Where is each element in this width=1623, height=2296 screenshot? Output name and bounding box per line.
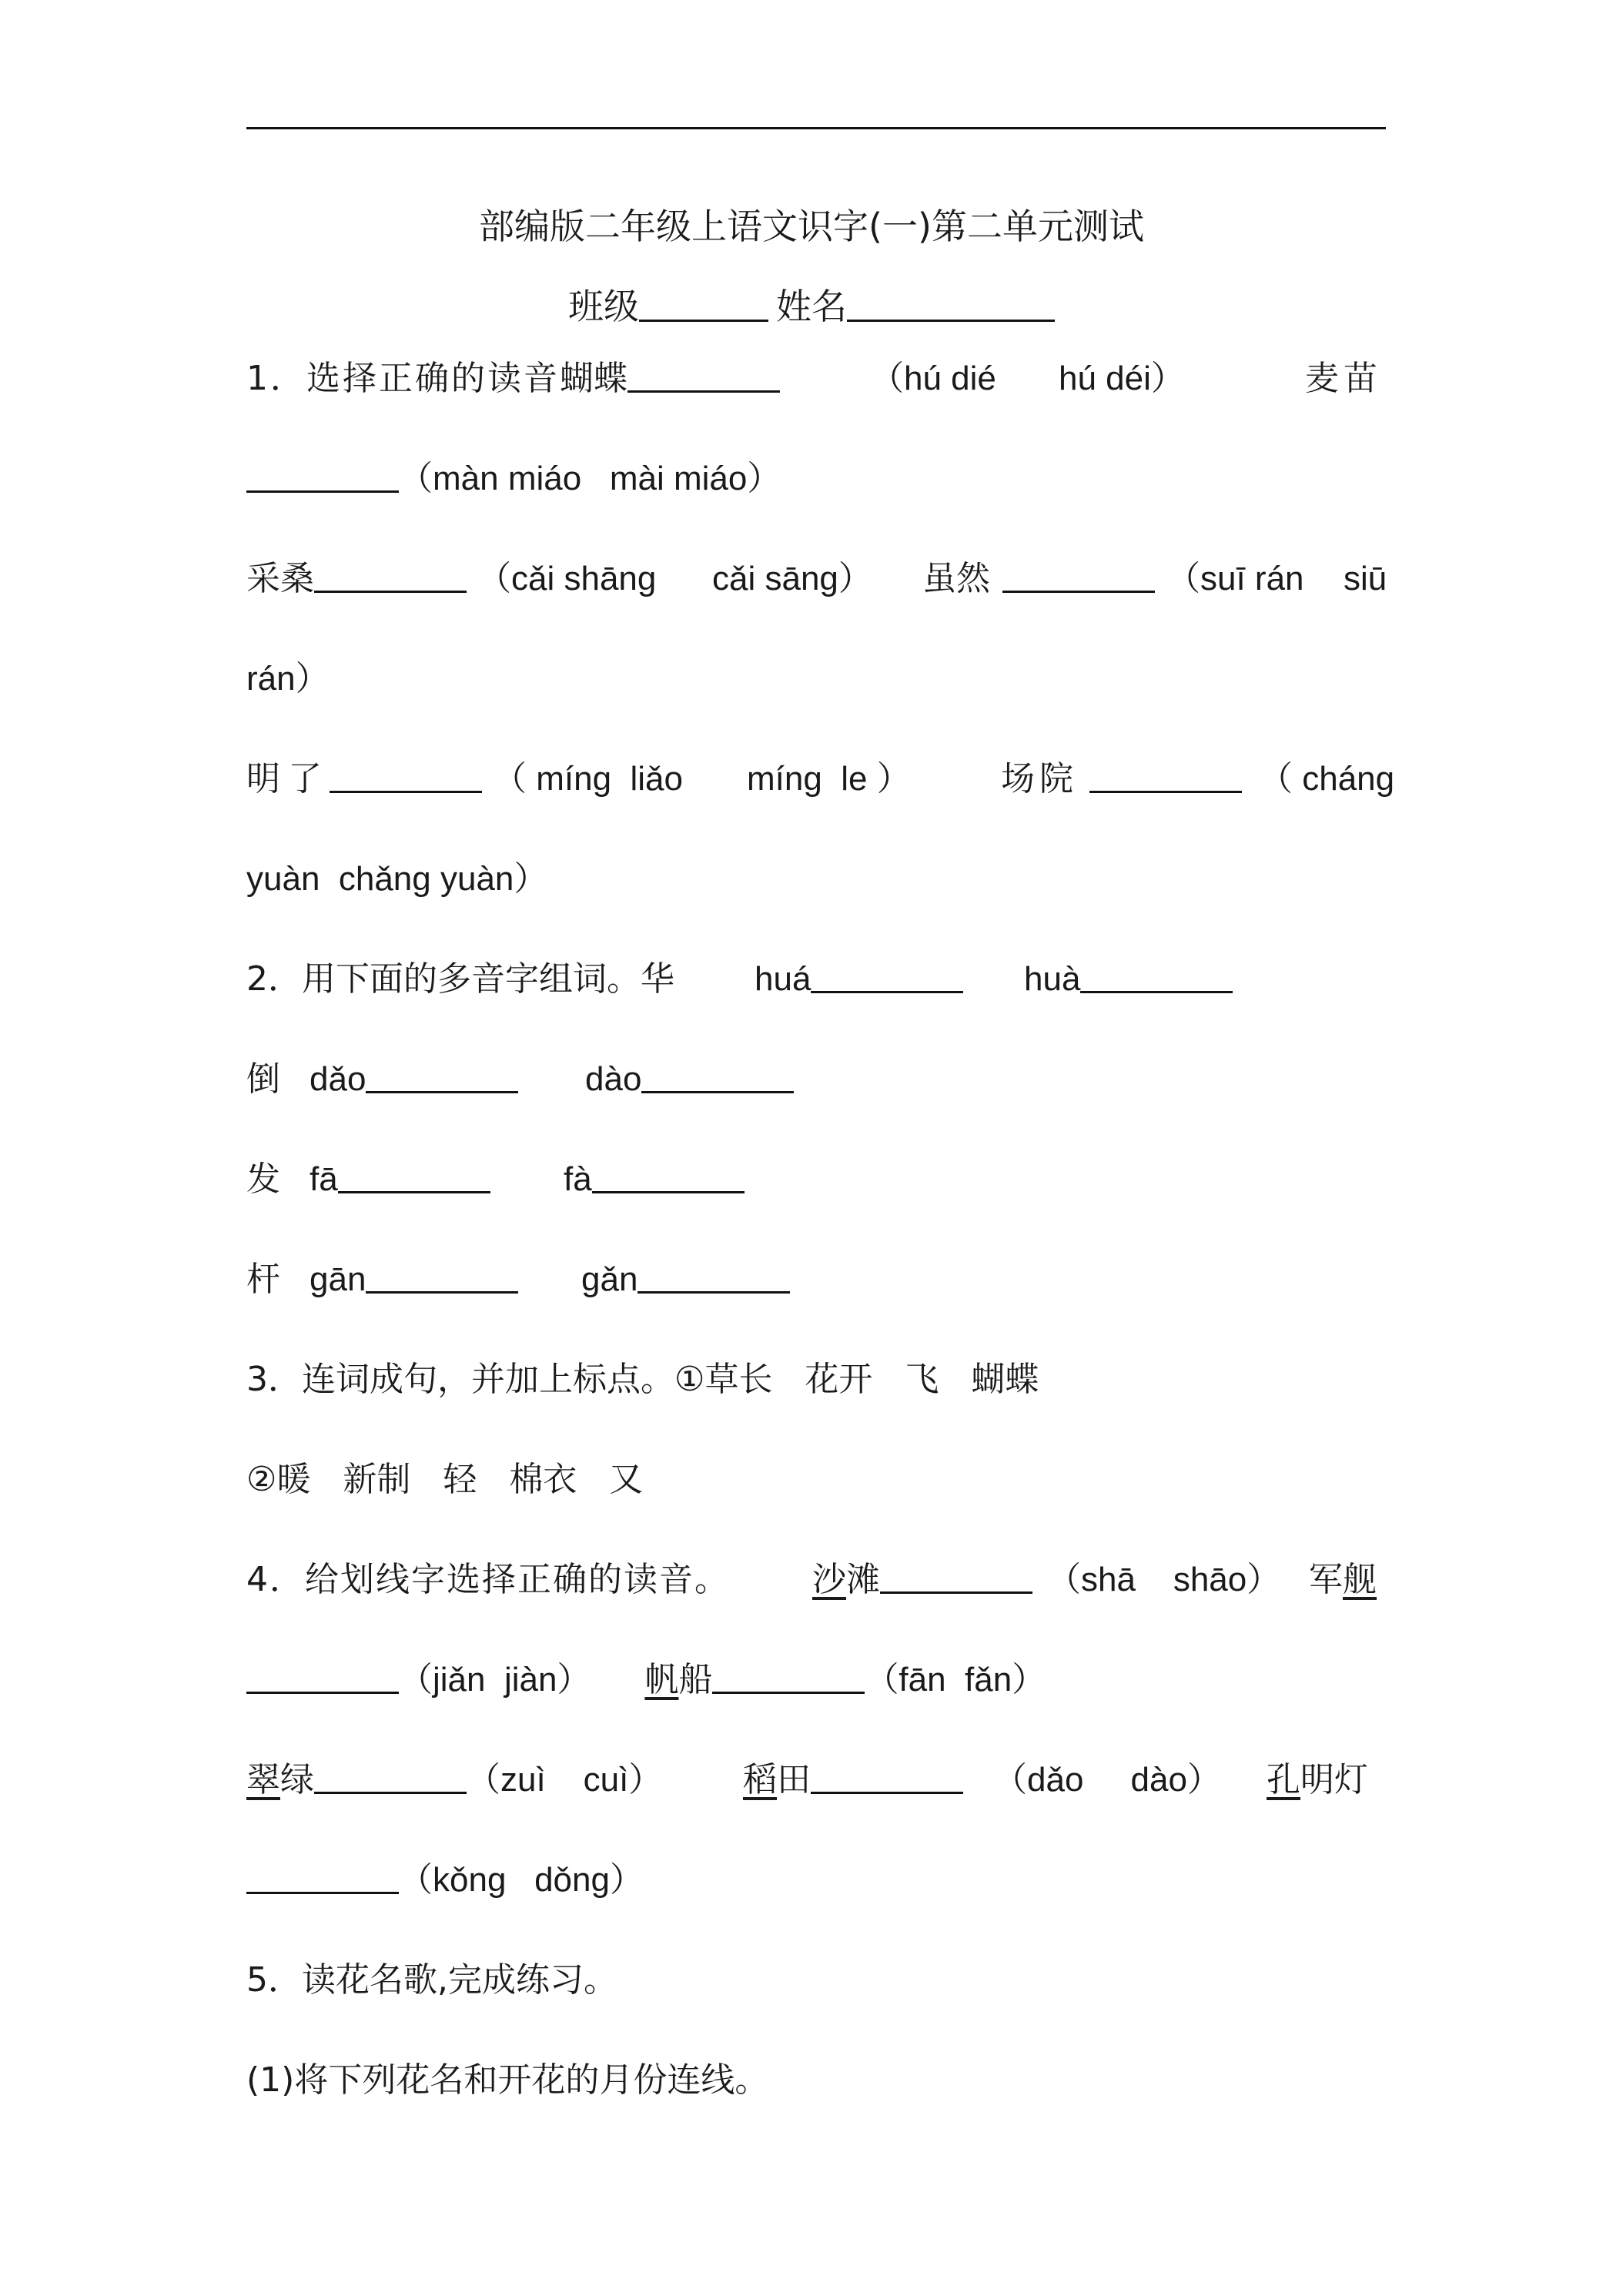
q2-line-3 <box>246 1156 1386 1203</box>
q1-option-6a: （ cháng <box>1259 760 1395 798</box>
class-blank[interactable] <box>639 286 768 322</box>
q3-line-2 <box>246 1457 643 1503</box>
q1-option-3a: （cǎi shāng <box>477 560 657 597</box>
q2-blank-2b[interactable] <box>641 1057 794 1093</box>
name-label: 姓名 <box>776 286 847 327</box>
q4-blank-6[interactable] <box>246 1858 399 1894</box>
q1-blank-1[interactable] <box>627 356 780 393</box>
q2-pinyin-3a: fā <box>310 1160 338 1198</box>
q2-blank-1b[interactable] <box>1080 957 1233 993</box>
q2-pinyin-2b: dào <box>585 1060 642 1098</box>
q4-word-3-rest: 船 <box>678 1660 713 1699</box>
q4-blank-3[interactable] <box>712 1658 865 1694</box>
q2-blank-4a[interactable] <box>366 1257 518 1294</box>
q3-sentence-1-number: ① <box>674 1360 705 1399</box>
q1-option-4b: siū <box>1344 560 1387 597</box>
q2-pinyin-2a: dǎo <box>310 1060 366 1098</box>
q5-prefix: 5．读花名歌,完成练习。 <box>246 1960 617 2000</box>
q2-pinyin-4b: gǎn <box>581 1260 638 1298</box>
q2-row-2-reading-1 <box>310 1056 518 1103</box>
q4-line-4 <box>246 1857 644 1903</box>
q4-word-6-rest: 明灯 <box>1300 1760 1368 1799</box>
q4-word-5 <box>743 1757 963 1803</box>
q2-pinyin-1b: huà <box>1024 960 1081 998</box>
q2-prefix: 2．用下面的多音字组词。 <box>246 959 641 999</box>
q3-sentence-2: 暖 新制 轻 棉衣 又 <box>276 1460 644 1499</box>
q4-word-2-lead: 军 <box>1309 1560 1343 1599</box>
q2-char-4: 杆 <box>246 1260 280 1299</box>
q2-row-1-reading-1 <box>755 956 963 1002</box>
q5-sub-1: (1)将下列花名和开花的月份连线。 <box>246 2060 769 2100</box>
q4-option-3: （fān fǎn） <box>865 1661 1046 1699</box>
q4-blank-4[interactable] <box>314 1758 467 1794</box>
q4-blank-1[interactable] <box>880 1558 1032 1594</box>
q4-blank-5[interactable] <box>811 1758 963 1794</box>
q2-pinyin-1a: huá <box>755 960 812 998</box>
q2-row-1-reading-2 <box>1024 956 1233 1002</box>
q4-word-1 <box>812 1557 1032 1603</box>
q1-word-6: 场院 <box>1001 759 1078 798</box>
q3-sentence-2-number: ② <box>246 1460 277 1499</box>
q1-option-5b: míng le ） <box>747 760 911 798</box>
q4-word-3-underlined: 帆 <box>644 1660 679 1699</box>
q1-option-4c: rán） <box>246 660 330 698</box>
q1-blank-3[interactable] <box>314 557 467 593</box>
q1-line-1 <box>246 356 1386 402</box>
q1-option-3b: cǎi sāng） <box>712 560 872 597</box>
q2-blank-1a[interactable] <box>811 957 963 993</box>
q2-row-4-reading-2 <box>581 1257 790 1303</box>
q1-blank-4[interactable] <box>1002 557 1155 593</box>
q1-word-5: 明了 <box>246 759 330 798</box>
q1-word-3: 采桑 <box>246 559 314 598</box>
q4-word-5-underlined: 稻 <box>743 1760 777 1799</box>
q4-word-1-underlined: 沙 <box>812 1560 846 1599</box>
q2-blank-3a[interactable] <box>338 1157 490 1193</box>
q4-prefix: 4．给划线字选择正确的读音。 <box>246 1560 730 1599</box>
q1-option-4a: （suī rán <box>1166 560 1304 597</box>
q4-line-3 <box>246 1757 1386 1803</box>
q2-pinyin-4a: gān <box>310 1260 366 1298</box>
q4-word-4-rest: 绿 <box>280 1760 314 1799</box>
q4-word-1-rest: 滩 <box>846 1560 880 1599</box>
q4-word-6-underlined: 孔 <box>1267 1760 1300 1799</box>
q2-line-4 <box>246 1257 1386 1303</box>
q2-char-1: 华 <box>641 959 674 999</box>
q3-prefix: 3．连词成句，并加上标点。 <box>246 1360 674 1399</box>
q3-line-1 <box>246 1357 1039 1403</box>
q1-option-6b: yuàn chǎng yuàn） <box>246 860 548 898</box>
q4-option-5: （dǎo dào） <box>993 1761 1221 1799</box>
q4-option-1: （shā shāo） <box>1047 1561 1281 1598</box>
q1-option-1b: hú déi） <box>1059 360 1185 397</box>
name-blank[interactable] <box>847 286 1055 322</box>
q1-line-2 <box>246 456 781 502</box>
q4-word-4-underlined: 翠 <box>246 1760 280 1799</box>
q2-char-2: 倒 <box>246 1059 280 1099</box>
top-rule <box>246 127 1386 129</box>
q4-word-2 <box>1309 1557 1377 1603</box>
q1-word-1: 蝴蝶 <box>560 359 627 398</box>
q3-sentence-1: 草长 花开 飞 蝴蝶 <box>704 1360 1039 1399</box>
q2-row-3-reading-1 <box>310 1156 490 1203</box>
q2-blank-4b[interactable] <box>637 1257 790 1294</box>
q4-word-6 <box>1267 1757 1368 1803</box>
q1-option-1a: （hú dié <box>870 360 996 397</box>
q2-row-2-reading-2 <box>585 1056 794 1103</box>
q1-line-3 <box>246 556 1386 602</box>
q4-blank-2[interactable] <box>246 1658 399 1694</box>
q1-option-2: （màn miáo mài miáo） <box>399 460 781 497</box>
q2-row-4-reading-1 <box>310 1257 518 1303</box>
q4-line-1 <box>246 1557 1386 1603</box>
q1-option-5a: （ míng liǎo <box>493 760 683 798</box>
student-info-line <box>0 279 1623 330</box>
q2-pinyin-3b: fà <box>564 1160 592 1198</box>
q4-option-2: （jiǎn jiàn） <box>399 1661 591 1699</box>
q2-blank-3b[interactable] <box>592 1157 745 1193</box>
q4-word-2-underlined: 舰 <box>1343 1560 1377 1599</box>
q4-line-2 <box>246 1657 1046 1703</box>
q4-word-5-rest: 田 <box>777 1760 811 1799</box>
q2-row-3-reading-2 <box>564 1156 745 1203</box>
q1-line-5 <box>246 756 1395 802</box>
q1-prefix: 1．选择正确的读音 <box>246 359 560 398</box>
q1-word-4: 虽然 <box>922 559 990 598</box>
q1-blank-6[interactable] <box>1089 757 1242 793</box>
q2-char-3: 发 <box>246 1160 280 1199</box>
q2-blank-2a[interactable] <box>366 1057 518 1093</box>
q4-option-6: （kǒng dǒng） <box>399 1861 644 1899</box>
q2-line-1 <box>246 956 1386 1002</box>
q4-option-4: （zuì cuì） <box>467 1761 663 1799</box>
q2-line-2 <box>246 1056 1386 1103</box>
class-label: 班级 <box>568 286 639 327</box>
page-title: 部编版二年级上语文识字(一)第二单元测试 <box>479 206 1144 247</box>
q1-word-2: 麦苗 <box>1305 359 1382 398</box>
q1-blank-5[interactable] <box>330 757 482 793</box>
q1-blank-2[interactable] <box>246 457 399 493</box>
